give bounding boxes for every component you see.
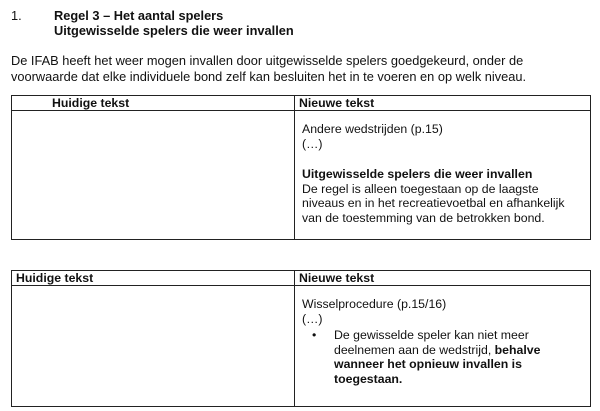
bullet-text-line: toegestaan. (334, 371, 403, 386)
bullet-item (302, 328, 586, 386)
new-text-cell (295, 286, 591, 407)
bold-heading-line: Uitgewisselde spelers die weer invallen (302, 167, 533, 181)
ellipsis-line: (…) (302, 311, 323, 326)
table-row (12, 286, 591, 407)
bullet-text-line: De gewisselde speler kan niet meer (334, 328, 529, 342)
current-text-cell (12, 286, 295, 407)
bullet-text-normal: deelnemen aan de wedstrijd, (334, 342, 495, 357)
bullet-text-line: wanneer het opnieuw invallen is (334, 357, 522, 371)
new-text-cell (295, 111, 591, 240)
section-title: Regel 3 – Het aantal spelers (54, 8, 224, 23)
table-header-row (12, 271, 591, 286)
table-row (12, 111, 591, 240)
subheading-line: Andere wedstrijden (p.15) (302, 122, 443, 136)
subheading-line: Wisselprocedure (p.15/16) (302, 297, 447, 311)
ellipsis-line: (…) (302, 136, 323, 151)
table-header-row (12, 96, 591, 111)
column-header-current: Huidige tekst (12, 271, 295, 286)
rule-text-line: niveaus en in het recreatievoetbal en afhankelijk (302, 196, 565, 210)
bullet-text-line (334, 343, 586, 358)
column-header-current: Huidige tekst (12, 96, 295, 111)
comparison-table-2 (11, 270, 591, 407)
section-number: 1. (11, 8, 22, 23)
bullet-text-bold: behalve (494, 342, 541, 357)
section-subtitle: Uitgewisselde spelers die weer invallen (54, 23, 294, 38)
comparison-table-1 (11, 95, 591, 240)
intro-paragraph: De IFAB heeft het weer mogen invallen door uitgewisselde spelers goedgekeurd, onder de voorwaarde dat elke individuele bond zelf kan besluiten het in te voeren en op welk niveau. (11, 53, 527, 84)
rule-text-line: De regel is alleen toegestaan op de laagste (302, 181, 539, 196)
column-header-new: Nieuwe tekst (295, 271, 591, 286)
bullet-icon: • (312, 328, 317, 342)
rule-text-line: van de toestemming van de betrokken bond. (302, 210, 545, 225)
current-text-cell (12, 111, 295, 240)
column-header-new: Nieuwe tekst (295, 96, 591, 111)
